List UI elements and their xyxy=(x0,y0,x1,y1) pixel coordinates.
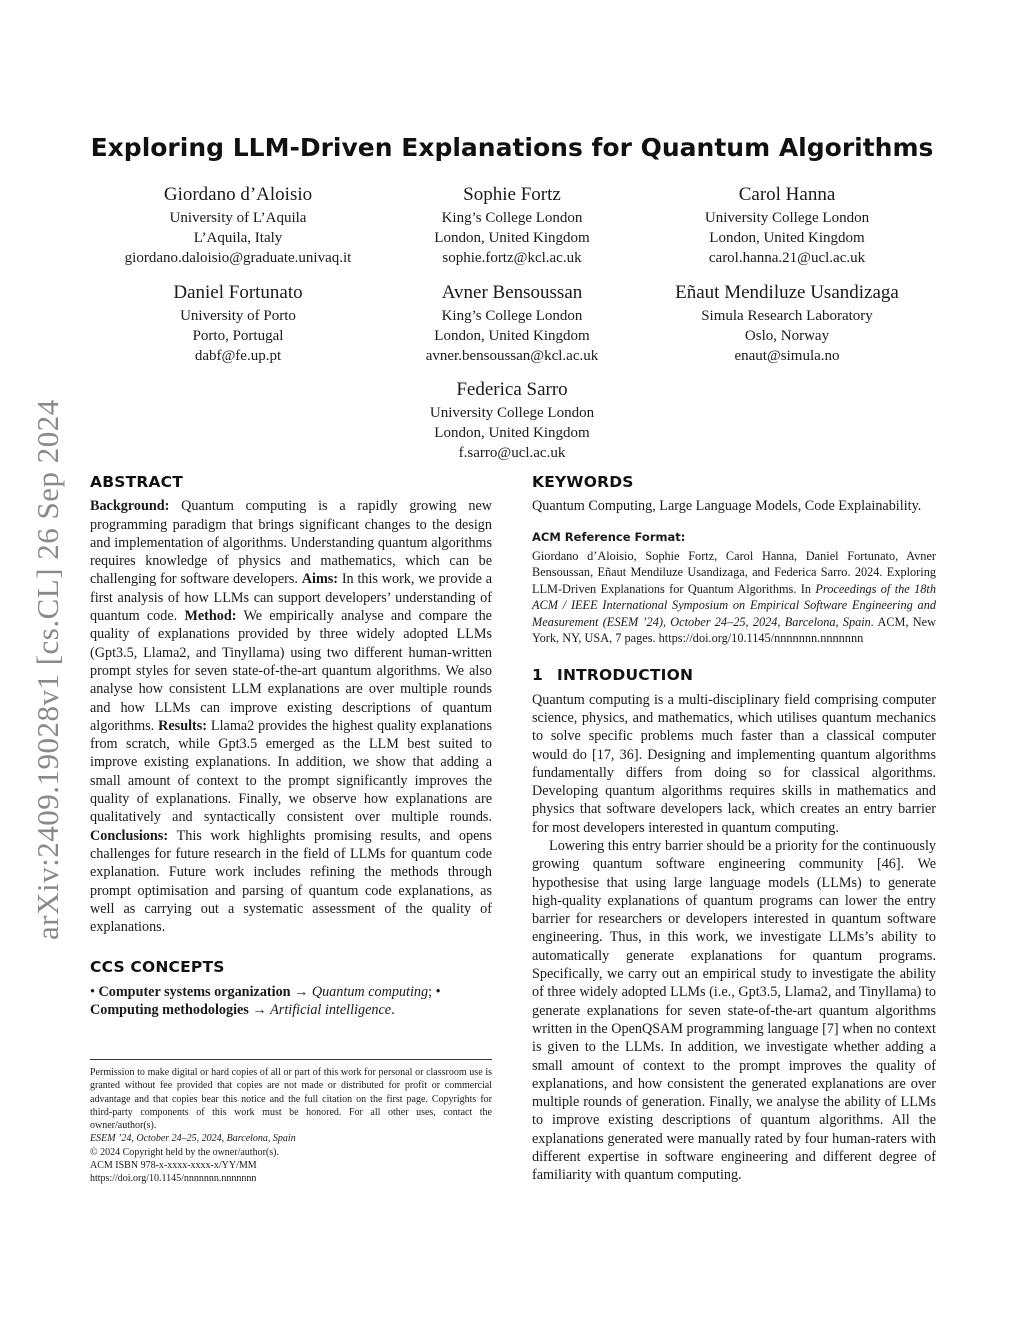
ccs-term: Computer systems organization xyxy=(98,983,291,1000)
author-name: Avner Bensoussan xyxy=(441,282,583,303)
results-text: Llama2 provides the highest quality explanations from scratch, while Gpt3.5 emerged as the LLM best suited to improve existing explanations. In addition, we show that adding a small amount of context to the prompt significantly improves the quality of explanations. Finally, we observe how explanations are qualitatively and syntactically consistent over multiple rounds. xyxy=(90,717,493,826)
ccs-term: Computing methodologies xyxy=(90,1002,249,1019)
separator: ; • xyxy=(428,983,441,1000)
ccs-concept: Artificial intelligence xyxy=(270,1002,392,1019)
author-email[interactable]: sophie.fortz@kcl.ac.uk xyxy=(442,250,582,266)
background-label: Background: xyxy=(90,498,170,515)
ccs-concept: Quantum computing xyxy=(311,983,429,1000)
author-affiliation: University College London xyxy=(704,210,870,226)
author-block xyxy=(627,183,947,268)
method-text: We empirically analyse and compare the quality of explanations provided by three widely adopted LLMs (Gpt3.5, Llama2, and Tinyllama) using two different human-written prompt styles for seven state-of-the-art quantum algorithms. We also analyse how consistent LLM explanations are over multiple rounds and how LLMs can improve existing descriptions of quantum algorithms. xyxy=(90,608,492,734)
author-location: London, United Kingdom xyxy=(709,230,865,246)
period: . xyxy=(391,1002,395,1019)
author-email[interactable]: avner.bensoussan@kcl.ac.uk xyxy=(425,348,599,364)
author-name: Eñaut Mendiluze Usandizaga xyxy=(675,282,899,303)
author-email[interactable]: f.sarro@ucl.ac.uk xyxy=(458,445,566,461)
arrow: → xyxy=(248,1002,271,1019)
section-title: INTRODUCTION xyxy=(557,666,694,685)
method-label: Method: xyxy=(184,608,237,625)
arrow: → xyxy=(290,983,312,1000)
conclusions-label: Conclusions: xyxy=(90,827,169,844)
author-affiliation: University College London xyxy=(429,405,595,421)
permission-notice: Permission to make digital or hard copies of all or part of this work for personal or classroom use is granted without fee provided that copies are not made or distributed for profit or commercial advantage and that copies bear this notice and the full citation on the first page. Copyrights for third-party components of this work must be honored. For all other uses, contact the owner/author(s). xyxy=(90,1067,492,1132)
abstract-body xyxy=(90,497,492,936)
author-block xyxy=(627,281,947,366)
ccs-concepts xyxy=(90,983,492,1020)
doi-link[interactable]: https://doi.org/10.1145/nnnnnnn.nnnnnnn xyxy=(90,1173,257,1185)
acm-ref-heading: ACM Reference Format: xyxy=(532,529,686,544)
venue: ESEM ’24, October 24–25, 2024, Barcelona, Spain xyxy=(90,1133,296,1145)
author-location: London, United Kingdom xyxy=(434,425,590,441)
isbn: ACM ISBN 978-x-xxxx-xxxx-x/YY/MM xyxy=(90,1160,257,1172)
author-name: Federica Sarro xyxy=(456,379,568,400)
ccs-heading: CCS CONCEPTS xyxy=(90,958,225,977)
right-column xyxy=(532,473,936,1185)
copyright: © 2024 Copyright held by the owner/author(s). xyxy=(90,1146,279,1158)
author-location: London, United Kingdom xyxy=(434,328,590,344)
paper-title: Exploring LLM-Driven Explanations for Quantum Algorithms xyxy=(90,133,934,162)
keywords-text: Quantum Computing, Large Language Models, Code Explainability. xyxy=(532,498,922,515)
intro-paragraph: Quantum computing is a multi-disciplinary field comprising computer science, physics, and mathematics, which utilises quantum mechanics to solve specific problems much faster than a classical computer would do [17, 36]. Designing and implementing quantum algorithms fundamentally differs from doing so for classical algorithms. Developing quantum algorithms requires skills in mathematics and physics that software developers lack, which creates an entry barrier for most developers interested in quantum computing. xyxy=(532,691,936,836)
background-text: Quantum computing is a rapidly growing new programming paradigm that brings significant changes to the design and implementation of algorithms. Understanding quantum algorithms requires knowledge of physics and mathematics, which can be challenging for software developers. xyxy=(90,498,492,588)
copyright-footnote xyxy=(90,1059,492,1186)
author-name: Carol Hanna xyxy=(738,184,836,205)
author-block xyxy=(352,281,672,366)
aims-text: In this work, we provide a first analysis of how LLMs can support developers’ understanding of quantum code. xyxy=(90,571,493,625)
author-name: Daniel Fortunato xyxy=(173,282,303,303)
bullet: • xyxy=(90,983,99,1000)
abstract-heading: ABSTRACT xyxy=(90,473,184,491)
author-affiliation: University of L’Aquila xyxy=(169,210,307,226)
author-block xyxy=(78,281,398,366)
acm-ref-proceedings: Proceedings of the 18th ACM / IEEE International Symposium on Empirical Software Engineering and Measurement (ESEM ’24), October 24–25, 2024, Barcelona, Spain. xyxy=(532,581,936,629)
author-block xyxy=(352,183,672,268)
author-name: Sophie Fortz xyxy=(463,184,561,205)
left-column xyxy=(90,473,492,1019)
conclusions-text: This work highlights promising results, and opens challenges for future research in the field of LLMs for quantum code explanation. Future work includes refining the methods through prompt optimisation and parsing of quantum code explanations, as well as carrying out a systematic assessment of the quality of explanations. xyxy=(90,827,492,936)
author-name: Giordano d’Aloisio xyxy=(163,184,313,205)
keywords-heading: KEYWORDS xyxy=(532,473,634,491)
aims-label: Aims: xyxy=(301,571,339,588)
author-block xyxy=(78,183,398,268)
intro-paragraph: Lowering this entry barrier should be a priority for the continuously growing quantum software engineering community [46]. We hypothesise that using large language models (LLMs) to generate high-quality explanations of quantum programs can lower the entry barrier for researchers or developers interested in quantum software engineering. Thus, in this work, we investigate LLMs’s ability to automatically generate explanations for quantum programs. Specifically, we carry out an empirical study to investigate the ability of three widely adopted LLMs (i.e., Gpt3.5, Llama2, and Tinyllama) to generate explanations for seven state-of-the-art quantum algorithms written in the OpenQSAM programming language [7] when no context is given to the LLMs. In addition, we investigate whether adding a small amount of context to the prompt improves the quality of explanations, and how consistent the generated explanations are over multiple rounds of generation. Finally, we analyse the ability of LLMs to improve existing descriptions of quantum algorithms. All the explanations generated were manually rated by four human-raters with different expertise in software engineering and different degree of familiarity with quantum computing. xyxy=(532,838,936,1184)
author-affiliation: King’s College London xyxy=(441,308,583,324)
arxiv-identifier: arXiv:2409.19028v1 [cs.CL] 26 Sep 2024 xyxy=(30,399,65,940)
author-email[interactable]: carol.hanna.21@ucl.ac.uk xyxy=(708,250,866,266)
author-email[interactable]: enaut@simula.no xyxy=(734,348,840,364)
section-number: 1 xyxy=(532,666,543,685)
author-affiliation: King’s College London xyxy=(441,210,583,226)
author-affiliation: University of Porto xyxy=(180,308,296,324)
author-location: London, United Kingdom xyxy=(434,230,590,246)
author-location: Porto, Portugal xyxy=(192,328,284,344)
intro-heading xyxy=(532,666,936,684)
author-location: L’Aquila, Italy xyxy=(193,230,283,246)
author-email[interactable]: dabf@fe.up.pt xyxy=(194,348,282,364)
author-affiliation: Simula Research Laboratory xyxy=(701,308,873,324)
author-email[interactable]: giordano.daloisio@graduate.univaq.it xyxy=(124,250,352,266)
acm-ref-tail: ACM, New York, NY, USA, 7 pages. https://doi.org/10.1145/nnnnnnn.nnnnnnn xyxy=(532,614,936,645)
acm-ref-authors: Giordano d’Aloisio, Sophie Fortz, Carol Hanna, Daniel Fortunato, Avner Bensoussan, Eñaut Mendiluze Usandizaga, and Federica Sarro. 2024. Exploring LLM-Driven Explanations for Quantum Algorithms. In xyxy=(532,548,936,596)
author-block xyxy=(352,378,672,463)
author-location: Oslo, Norway xyxy=(744,328,830,344)
results-label: Results: xyxy=(158,717,208,734)
acm-ref-body xyxy=(532,548,936,646)
